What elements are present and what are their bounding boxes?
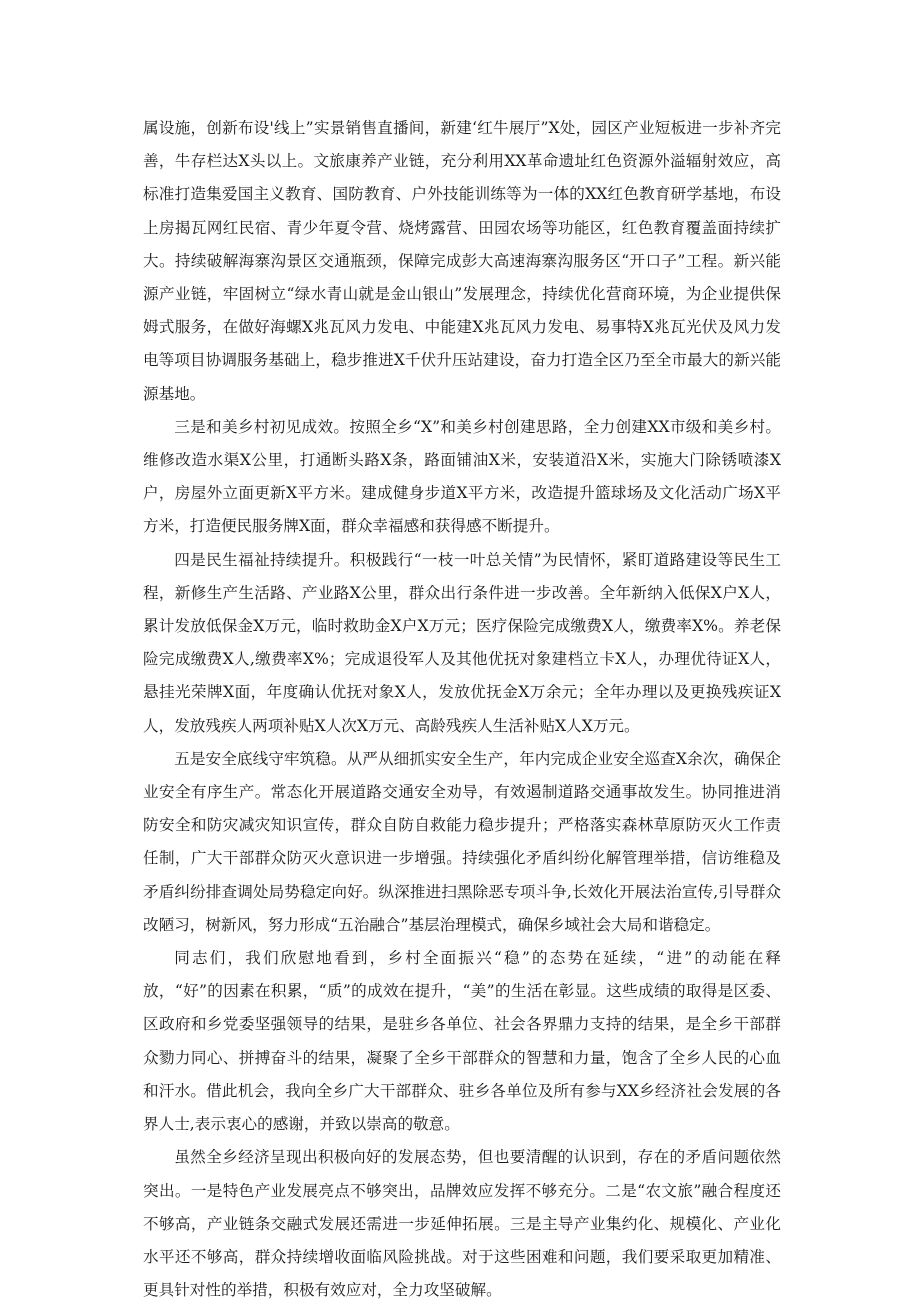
paragraph-industry-continuation: 属设施，创新布设'线上”实景销售直播间，新建‘红牛展厅”X处，园区产业短板进一步补齐完善，牛存栏达X头以上。文旅康养产业链，充分利用XX革命遗址红色资源外溢辐射效应，高标准打造集爱国主义教育、国防教育、户外技能训练等为一体的XX红色教育研学基地，布设上房揭瓦网红民宿、青少年夏令营、烧烤露营、田园农场等功能区，红色教育覆盖面持续扩大。持续破解海寨沟景区交通瓶颈，保障完成彭大高速海寨沟服务区“开口子”工程。新兴能源产业链，牢固树立“绿水青山就是金山银山”发展理念，持续优化营商环境，为企业提供保姆式服务，在做好海螺X兆瓦风力发电、中能建X兆瓦风力发电、易事特X兆瓦光伏及风力发电等项目协调服务基础上，稳步推进X千伏升压站建设，奋力打造全区乃至全市最大的新兴能源基地。 [143, 119, 781, 403]
paragraph-gratitude: 同志们，我们欣慰地看到，乡村全面振兴“稳”的态势在延续，“进”的动能在释放，“好”的因素在积累，“质”的成效在提升，“美”的生活在彰显。这些成绩的取得是区委、区政府和乡党委坚强领导的结果，是驻乡各单位、社会各界鼎力支持的结果，是全乡干部群众勠力同心、拼搏奋斗的结果，凝聚了全乡干部群众的智慧和力量，饱含了全乡人民的心血和汗水。借此机会，我向全乡广大干部群众、驻乡各单位及所有参与XX乡经济社会发展的各界人士,表示衷心的感谢，并致以崇高的敬意。 [143, 949, 781, 1134]
paragraph-harmonious-village: 三是和美乡村初见成效。按照全乡“X”和美乡村创建思路，全力创建XX市级和美乡村。维修改造水渠X公里，打通断头路X条，路面铺油X米，安装道沿X米，实施大门除锈喷漆X户，房屋外立面更新X平方米。建成健身步道X平方米，改造提升篮球场及文化活动广场X平方米，打造便民服务牌X面，群众幸福感和获得感不断提升。 [143, 417, 781, 536]
paragraph-livelihood-welfare: 四是民生福祉持续提升。积极践行“一枝一叶总关情”为民情怀，紧盯道路建设等民生工程，新修生产生活路、产业路X公里，群众出行条件进一步改善。全年新纳入低保X户X人，累计发放低保金X万元，临时救助金X户X万元；医疗保险完成缴费X人，缴费率X%。养老保险完成缴费X人,缴费率X%；完成退役军人及其他优抚对象建档立卡X人，办理优待证X人，悬挂光荣牌X面，年度确认优抚对象X人，发放优抚金X万余元；全年办理以及更换残疾证X人，发放残疾人两项补贴X人次X万元、高龄残疾人生活补贴X人X万元。 [143, 550, 781, 735]
document-page [143, 112, 781, 1307]
paragraph-problems: 虽然全乡经济呈现出积极向好的发展态势，但也要清醒的认识到，存在的矛盾问题依然突出。一是特色产业发展亮点不够突出，品牌效应发挥不够充分。二是“农文旅”融合程度还不够高，产业链条交融式发展还需进一步延伸拓展。三是主导产业集约化、规模化、产业化水平还不够高，群众持续增收面临风险挑战。对于这些困难和问题，我们要采取更加精准、更具针对性的举措，积极有效应对，全力攻坚破解。 [143, 1148, 781, 1300]
paragraph-safety-baseline: 五是安全底线守牢筑稳。从严从细抓实安全生产，年内完成企业安全巡查X余次，确保企业安全有序生产。常态化开展道路交通安全劝导，有效遏制道路交通事故发生。协同推进消防安全和防灾减灾知识宣传，群众自防自救能力稳步提升；严格落实森林草原防灭火工作责任制，广大干部群众防灭火意识进一步增强。持续强化矛盾纠纷化解管理举措，信访维稳及矛盾纠纷排查调处局势稳定向好。纵深推进扫黑除恶专项斗争,长效化开展法治宣传,引导群众改陋习，树新风，努力形成“五治融合”基层治理模式，确保乡域社会大局和谐稳定。 [143, 749, 781, 934]
